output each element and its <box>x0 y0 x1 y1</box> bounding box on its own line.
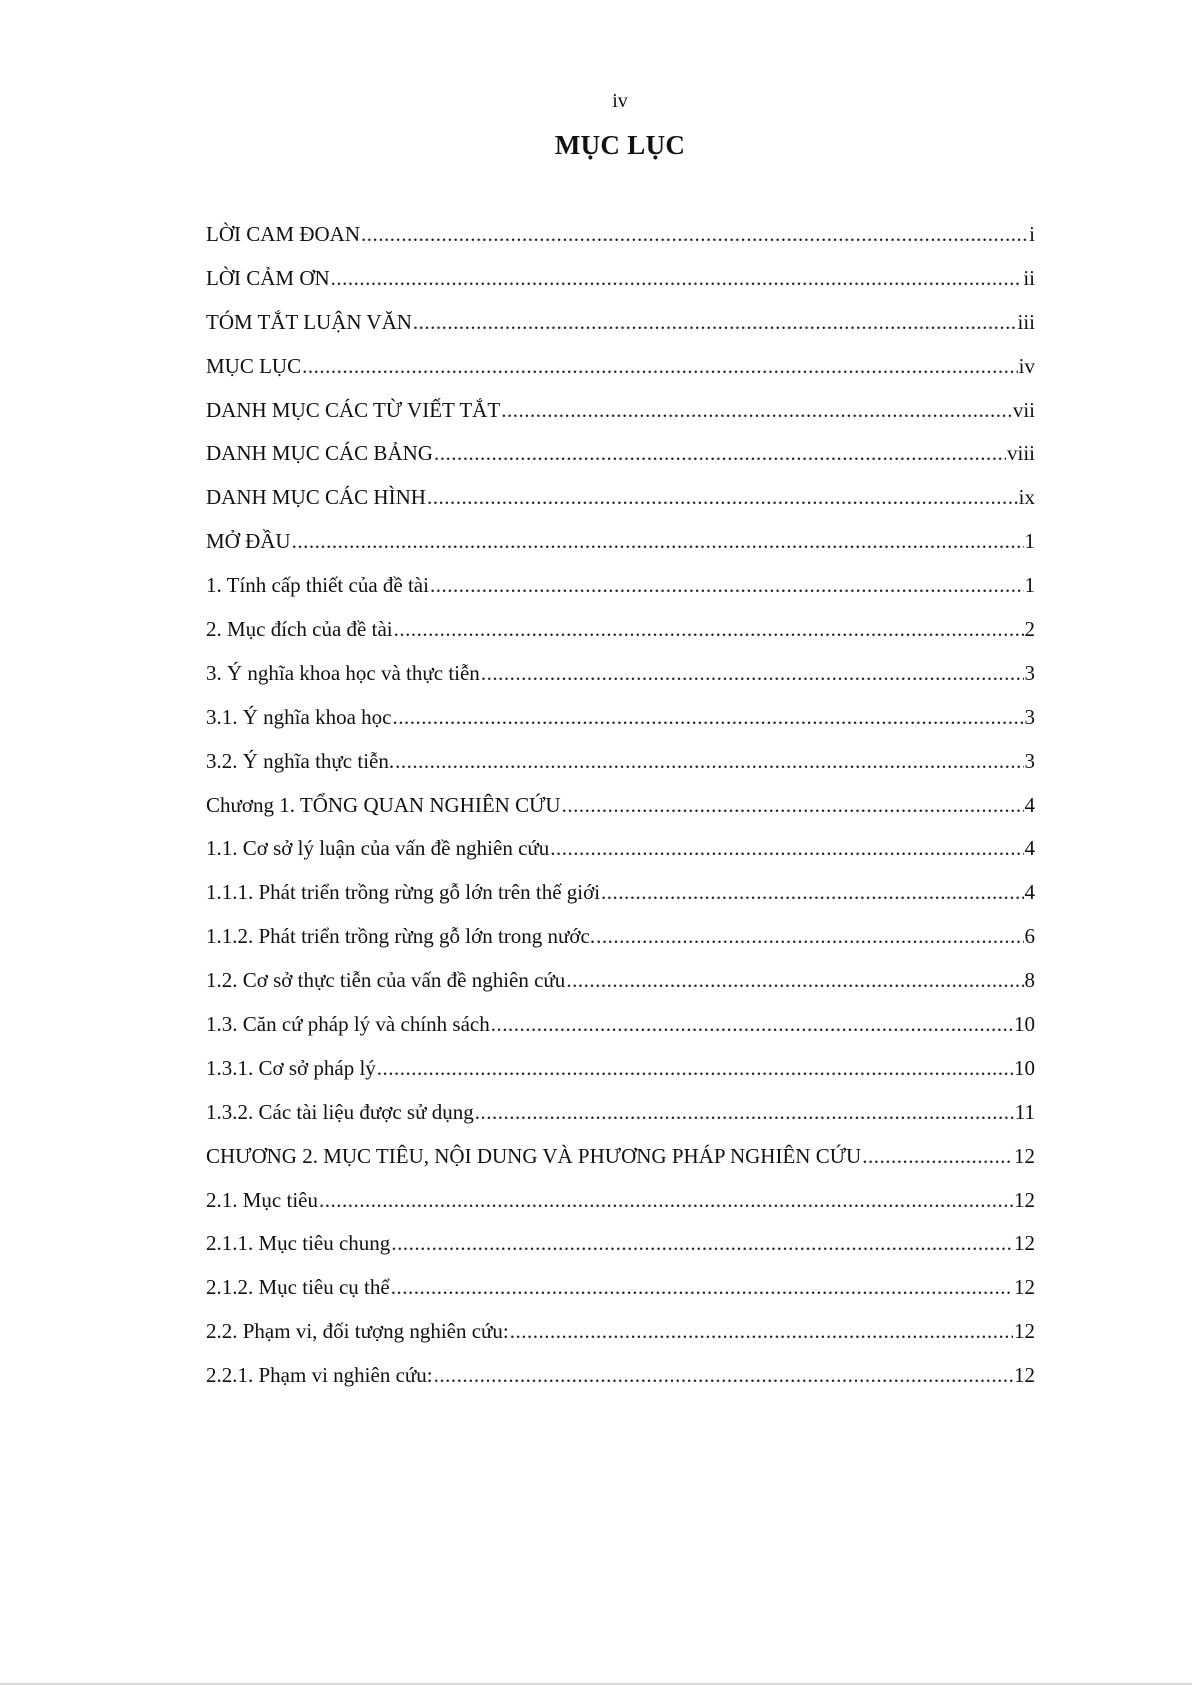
toc-entry[interactable] <box>206 221 1035 265</box>
toc-dot-leader <box>601 879 1023 905</box>
toc-entry-label: MỞ ĐẦU <box>206 529 291 554</box>
toc-entry-label: DANH MỤC CÁC HÌNH <box>206 485 426 510</box>
toc-entry[interactable] <box>206 616 1035 660</box>
toc-entry-label: LỜI CAM ĐOAN <box>206 222 360 246</box>
toc-entry-page: i <box>1029 222 1035 246</box>
toc-entry-label: LỜI CẢM ƠN <box>206 265 330 290</box>
toc-entry[interactable] <box>206 572 1035 616</box>
toc-entry-page: ix <box>1018 485 1035 510</box>
toc-entry-label: 1.1.1. Phát triển trồng rừng gỗ lớn trên thế giới <box>206 880 601 905</box>
toc-entry[interactable] <box>206 528 1035 572</box>
toc-entry-label: DANH MỤC CÁC BẢNG <box>206 441 433 466</box>
toc-entry[interactable] <box>206 1011 1035 1055</box>
toc-dot-leader <box>596 923 1023 949</box>
toc-entry-label: 2.1.2. Mục tiêu cụ thể <box>206 1275 390 1300</box>
toc-entry-label: 2.2.1. Phạm vi nghiên cứu: <box>206 1363 433 1388</box>
toc-dot-leader <box>391 1274 1013 1300</box>
toc-entry-label: 3.1. Ý nghĩa khoa học <box>206 704 392 729</box>
toc-dot-leader <box>392 704 1023 730</box>
toc-entry-label: 1.3.2. Các tài liệu được sử dụng <box>206 1099 474 1124</box>
toc-dot-leader <box>550 835 1023 861</box>
toc-entry[interactable] <box>206 1318 1035 1362</box>
toc-dot-leader <box>427 484 1018 510</box>
toc-entry-label: 2.1.1. Mục tiêu chung <box>206 1231 391 1256</box>
toc-dot-leader <box>413 309 1017 335</box>
toc-entry-label: MỤC LỤC <box>206 353 302 378</box>
toc-dot-leader <box>391 1230 1013 1256</box>
toc-entry-label: 2.1. Mục tiêu <box>206 1187 318 1212</box>
toc-dot-leader <box>292 528 1024 554</box>
toc-dot-leader <box>302 353 1018 379</box>
toc-entry-label: CHƯƠNG 2. MỤC TIÊU, NỘI DUNG VÀ PHƯƠNG PHÁP NGHIÊN CỨU <box>206 1143 862 1168</box>
toc-entry[interactable] <box>206 1230 1035 1274</box>
toc-entry-label: TÓM TẮT LUẬN VĂN <box>206 309 412 334</box>
toc-entry[interactable] <box>206 265 1035 309</box>
toc-entry-page: 12 <box>1014 1143 1035 1168</box>
toc-entry-label: 1.3.1. Cơ sở pháp lý <box>206 1055 376 1080</box>
toc-entry-page: viii <box>1006 441 1035 466</box>
toc-entry[interactable] <box>206 748 1035 792</box>
toc-entry[interactable] <box>206 1187 1035 1231</box>
toc-entry-label: DANH MỤC CÁC TỪ VIẾT TẮT <box>206 397 501 422</box>
toc-dot-leader <box>331 265 1023 291</box>
toc-dot-leader <box>319 1187 1013 1213</box>
toc-dot-leader <box>491 1011 1013 1037</box>
toc-entry-page: ii <box>1023 265 1035 290</box>
toc-title: MỤC LỤC <box>554 130 686 160</box>
toc-entry-page: iii <box>1017 309 1035 334</box>
toc-entry-page: 12 <box>1014 1363 1035 1388</box>
toc-entry-label: 1.1. Cơ sở lý luận của vấn đề nghiên cứu <box>206 836 550 861</box>
toc-entry[interactable] <box>206 1274 1035 1318</box>
table-of-contents <box>206 221 1035 1406</box>
toc-entry-label: 1.1.2. Phát triển trồng rừng gỗ lớn trong nước. <box>206 924 596 949</box>
toc-entry-page: 6 <box>1024 924 1035 949</box>
toc-entry-page: 1 <box>1024 573 1035 598</box>
toc-entry[interactable] <box>206 835 1035 879</box>
toc-dot-leader <box>475 1099 1014 1125</box>
toc-entry-page: iv <box>1018 353 1035 378</box>
toc-entry[interactable] <box>206 1099 1035 1143</box>
toc-entry-page: vii <box>1012 397 1035 422</box>
toc-dot-leader <box>361 221 1028 247</box>
toc-entry-page: 3 <box>1024 748 1035 773</box>
toc-entry[interactable] <box>206 660 1035 704</box>
toc-entry-page: 8 <box>1024 968 1035 993</box>
toc-entry-page: 4 <box>1024 880 1035 905</box>
toc-entry[interactable] <box>206 440 1035 484</box>
toc-dot-leader <box>562 792 1024 818</box>
toc-entry-page: 2 <box>1024 617 1035 642</box>
toc-entry[interactable] <box>206 704 1035 748</box>
toc-dot-leader <box>394 616 1024 642</box>
toc-entry[interactable] <box>206 1143 1035 1187</box>
toc-entry-label: Chương 1. TỔNG QUAN NGHIÊN CỨU <box>206 792 561 817</box>
toc-dot-leader <box>430 572 1024 598</box>
toc-entry[interactable] <box>206 967 1035 1011</box>
toc-dot-leader <box>510 1318 1013 1344</box>
toc-dot-leader <box>481 660 1024 686</box>
toc-entry-label: 3. Ý nghĩa khoa học và thực tiễn <box>206 660 480 685</box>
toc-entry-page: 3 <box>1024 660 1035 685</box>
page-number: iv <box>612 90 628 112</box>
toc-dot-leader <box>862 1143 1013 1169</box>
toc-entry-page: 1 <box>1024 529 1035 554</box>
toc-entry-label: 3.2. Ý nghĩa thực tiễn. <box>206 748 395 773</box>
toc-entry[interactable] <box>206 309 1035 353</box>
toc-dot-leader <box>566 967 1023 993</box>
toc-entry[interactable] <box>206 1055 1035 1099</box>
toc-entry-page: 10 <box>1014 1055 1035 1080</box>
toc-entry-page: 11 <box>1014 1099 1035 1124</box>
toc-entry-label: 2. Mục đích của đề tài <box>206 617 393 642</box>
toc-entry[interactable] <box>206 879 1035 923</box>
toc-entry[interactable] <box>206 397 1035 441</box>
toc-entry[interactable] <box>206 353 1035 397</box>
toc-entry-page: 12 <box>1014 1187 1035 1212</box>
toc-entry-label: 1.2. Cơ sở thực tiễn của vấn đề nghiên cứu <box>206 968 566 993</box>
toc-entry-page: 4 <box>1024 792 1035 817</box>
toc-dot-leader <box>434 440 1006 466</box>
toc-dot-leader <box>377 1055 1013 1081</box>
toc-entry[interactable] <box>206 792 1035 836</box>
toc-entry[interactable] <box>206 1362 1035 1406</box>
toc-entry-label: 1.3. Căn cứ pháp lý và chính sách <box>206 1012 490 1037</box>
toc-entry[interactable] <box>206 923 1035 967</box>
toc-dot-leader <box>434 1362 1013 1388</box>
toc-entry-page: 4 <box>1024 836 1035 861</box>
toc-dot-leader <box>395 748 1023 774</box>
toc-entry-label: 1. Tính cấp thiết của đề tài <box>206 573 429 598</box>
toc-entry[interactable] <box>206 484 1035 528</box>
toc-entry-label: 2.2. Phạm vi, đối tượng nghiên cứu: <box>206 1319 509 1344</box>
toc-dot-leader <box>501 397 1012 423</box>
toc-entry-page: 12 <box>1014 1275 1035 1300</box>
toc-entry-page: 10 <box>1014 1012 1035 1037</box>
toc-entry-page: 12 <box>1014 1231 1035 1256</box>
toc-entry-page: 12 <box>1014 1319 1035 1344</box>
toc-entry-page: 3 <box>1024 704 1035 729</box>
